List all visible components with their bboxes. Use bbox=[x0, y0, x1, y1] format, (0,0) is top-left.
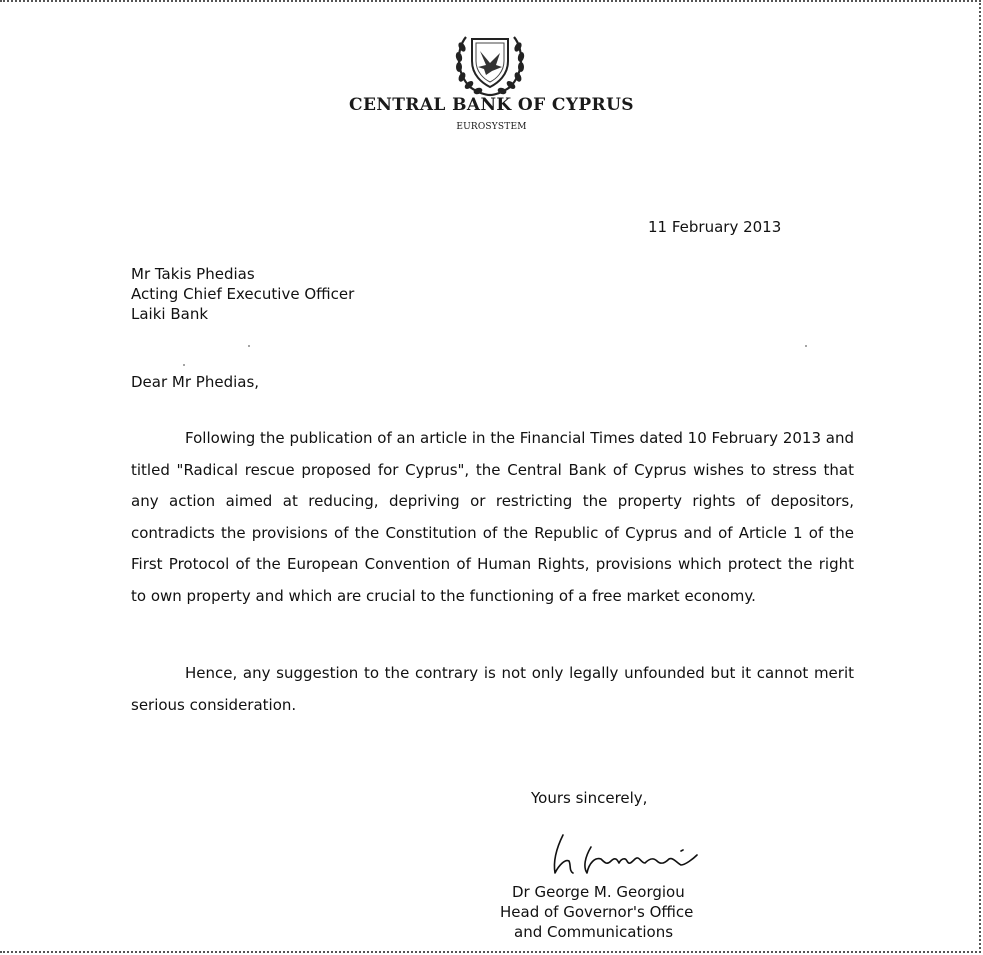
letter-date: 11 February 2013 bbox=[648, 218, 782, 236]
recipient-address bbox=[131, 264, 354, 324]
scan-speck bbox=[248, 345, 250, 347]
signer-title-continued: and Communications bbox=[514, 923, 674, 941]
bank-name: CENTRAL BANK OF CYPRUS bbox=[349, 95, 634, 115]
salutation: Dear Mr Phedias, bbox=[131, 373, 260, 391]
signer-name: Dr George M. Georgiou bbox=[512, 883, 685, 901]
handwritten-signature-icon bbox=[545, 829, 725, 879]
letterhead-subtitle: EUROSYSTEM bbox=[456, 122, 527, 132]
scan-speck bbox=[805, 345, 807, 347]
recipient-name: Mr Takis Phedias bbox=[131, 265, 255, 283]
recipient-organization: Laiki Bank bbox=[131, 305, 209, 323]
body-paragraph: Hence, any suggestion to the contrary is not only legally unfounded but it cannot merit serious consideration. bbox=[131, 664, 854, 714]
scan-speck bbox=[183, 364, 185, 366]
closing: Yours sincerely, bbox=[531, 789, 648, 807]
signer-block bbox=[500, 882, 693, 942]
body-paragraph: Following the publication of an article in the Financial Times dated 10 February 2013 and titled "Radical rescue proposed for Cyprus", the Central Bank of Cyprus wishes to stress that any action aimed at reducing, depriving or restricting the property rights of depositors, contradicts the provisions of the Constitution of the Republic of Cyprus and of Article 1 of the First Protocol of the European Convention of Human Rights, provisions which protect the right to own property and which are crucial to the functioning of a free market economy. bbox=[131, 429, 854, 605]
recipient-title: Acting Chief Executive Officer bbox=[131, 285, 355, 303]
cyprus-coat-of-arms-icon bbox=[452, 29, 528, 97]
signer-title: Head of Governor's Office bbox=[500, 903, 694, 921]
